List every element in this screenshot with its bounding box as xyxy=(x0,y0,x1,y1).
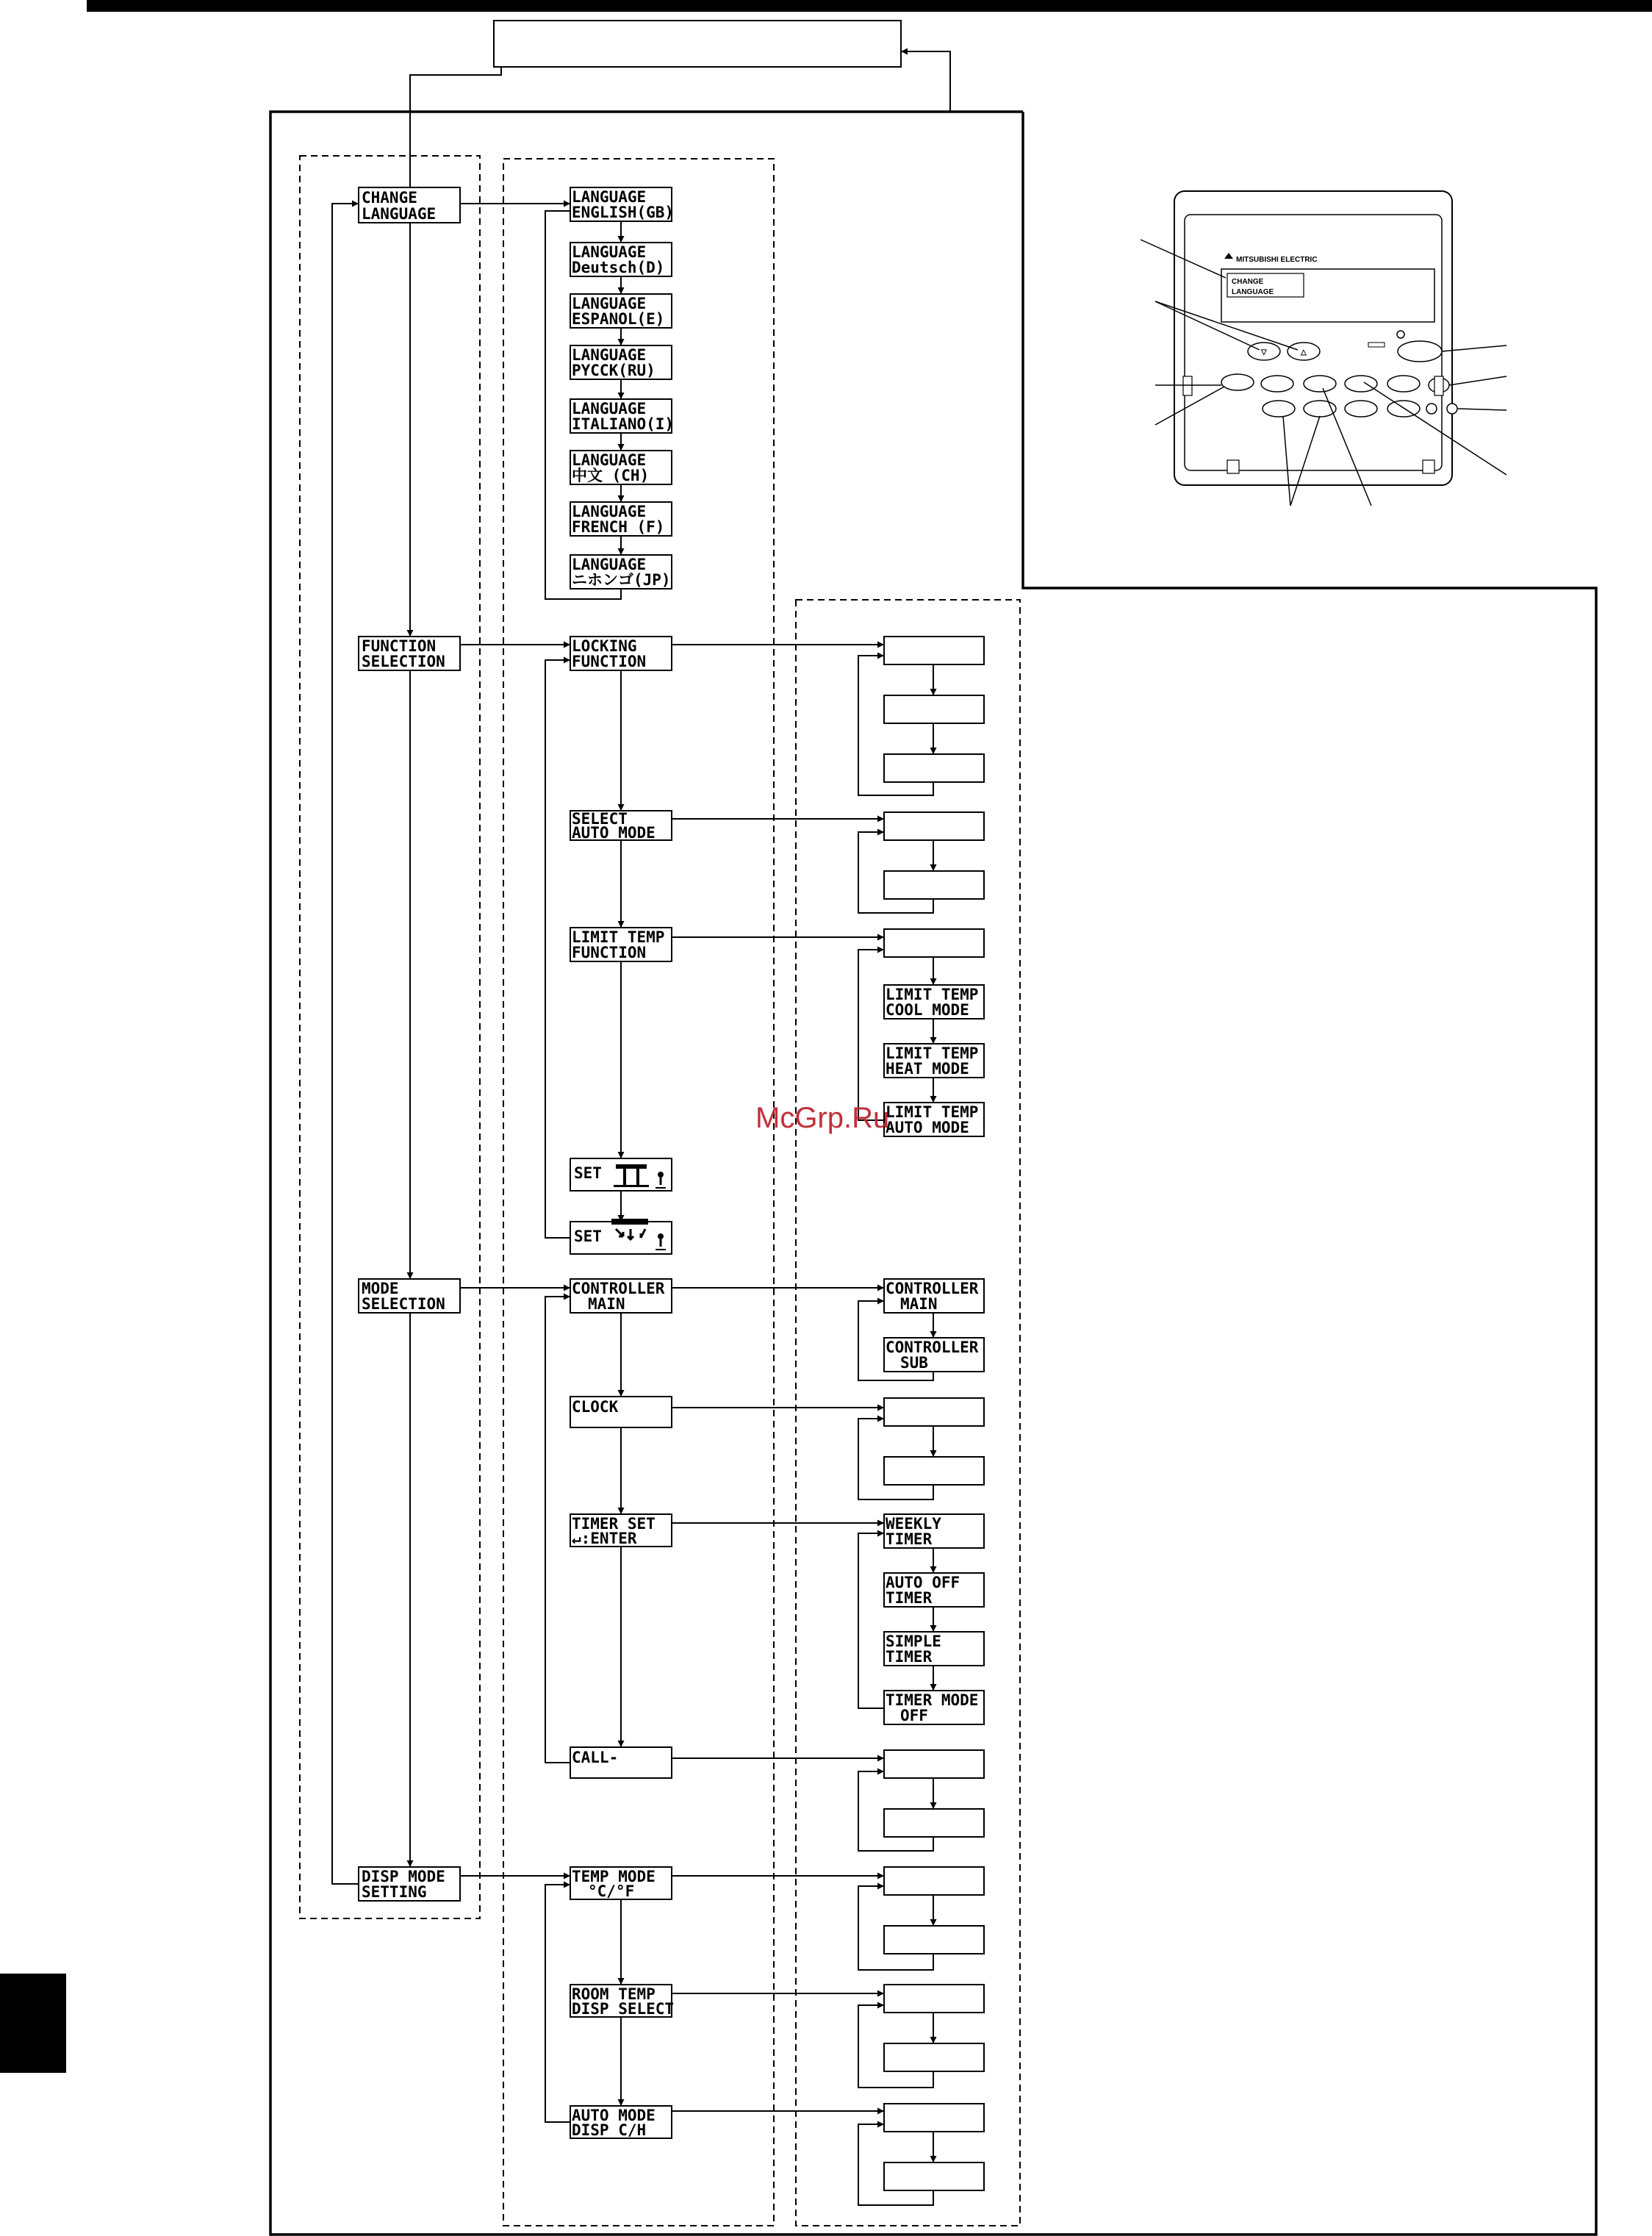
svg-text:↵:ENTER: ↵:ENTER xyxy=(572,1530,637,1547)
simple-timer-opt xyxy=(884,1632,984,1666)
svg-text:LANGUAGE: LANGUAGE xyxy=(1232,288,1274,296)
svg-text:LANGUAGE: LANGUAGE xyxy=(572,400,647,418)
svg-text:FRENCH (F): FRENCH (F) xyxy=(572,518,665,536)
check-button[interactable] xyxy=(1426,404,1437,414)
svg-text:MODE: MODE xyxy=(362,1280,399,1297)
clock-box xyxy=(570,1397,672,1427)
auto-off-timer-opt xyxy=(884,1573,984,1607)
svg-text:TIMER SET: TIMER SET xyxy=(572,1515,656,1533)
svg-text:ITALIANO(I): ITALIANO(I) xyxy=(572,415,675,433)
language-box-ru xyxy=(570,345,672,379)
svg-text:CHANGE: CHANGE xyxy=(1232,278,1264,286)
svg-text:Deutsch(D): Deutsch(D) xyxy=(572,259,665,276)
svg-text:LANGUAGE: LANGUAGE xyxy=(362,205,437,223)
svg-text:LANGUAGE: LANGUAGE xyxy=(572,346,647,364)
language-box-jp xyxy=(570,555,672,589)
svg-text:SELECT: SELECT xyxy=(572,810,628,828)
time-up-button[interactable] xyxy=(1387,401,1420,417)
svg-text:FUNCTION: FUNCTION xyxy=(362,637,437,655)
top-bar xyxy=(87,0,1652,12)
clock-options xyxy=(858,1398,984,1499)
limit-temp-empty-box xyxy=(884,929,984,957)
vane-button[interactable] xyxy=(1387,376,1420,392)
svg-text:AUTO MODE: AUTO MODE xyxy=(572,2107,656,2124)
svg-text:CALL-: CALL- xyxy=(572,1749,619,1766)
svg-text:FUNCTION: FUNCTION xyxy=(572,653,647,670)
svg-text:MITSUBISHI ELECTRIC: MITSUBISHI ELECTRIC xyxy=(1236,256,1318,264)
svg-text:ESPANOL(E): ESPANOL(E) xyxy=(572,310,665,328)
mode-selection-box xyxy=(359,1279,460,1313)
limit-temp-function-box xyxy=(570,928,672,961)
temp-mode-options xyxy=(858,1867,984,1970)
svg-text:▽: ▽ xyxy=(1261,348,1267,356)
svg-text:AUTO MODE: AUTO MODE xyxy=(572,824,656,842)
side-tab xyxy=(0,1974,66,2073)
language-box-gb xyxy=(570,187,674,221)
svg-text:SETTING: SETTING xyxy=(362,1883,427,1901)
svg-text:AUTO OFF: AUTO OFF xyxy=(886,1574,960,1591)
controller-sub-opt xyxy=(884,1338,984,1372)
weekly-timer-opt xyxy=(884,1514,984,1548)
locking-function-box xyxy=(570,637,672,670)
svg-text:SET: SET xyxy=(574,1164,602,1182)
svg-text:LIMIT TEMP: LIMIT TEMP xyxy=(886,1044,979,1062)
function-selection-box xyxy=(359,637,460,670)
menu-button[interactable] xyxy=(1304,376,1336,392)
menu-group xyxy=(300,156,480,1918)
svg-text:SIMPLE: SIMPLE xyxy=(886,1633,941,1650)
auto-mode-disp-options xyxy=(858,2104,984,2205)
svg-text:LANGUAGE: LANGUAGE xyxy=(572,188,647,206)
svg-text:SET: SET xyxy=(574,1228,602,1245)
room-temp-box xyxy=(570,1985,674,2018)
svg-text:WEEKLY: WEEKLY xyxy=(886,1515,941,1533)
controller-main-box xyxy=(570,1279,672,1313)
svg-text:MAIN: MAIN xyxy=(588,1295,625,1313)
svg-text:PYCCK(RU): PYCCK(RU) xyxy=(572,362,656,379)
timer-button[interactable] xyxy=(1261,376,1293,392)
set-down-button[interactable] xyxy=(1263,401,1295,417)
svg-text:LANGUAGE: LANGUAGE xyxy=(572,451,647,469)
svg-text:MAIN: MAIN xyxy=(900,1295,938,1313)
svg-text:LANGUAGE: LANGUAGE xyxy=(572,556,647,573)
svg-text:DISP SELECT: DISP SELECT xyxy=(572,2000,675,2018)
svg-text:TEMP MODE: TEMP MODE xyxy=(572,1868,656,1885)
set-airflow-box xyxy=(570,1219,672,1254)
on-off-button[interactable] xyxy=(1398,341,1442,362)
svg-text:SELECTION: SELECTION xyxy=(362,653,445,670)
fan-button[interactable] xyxy=(1345,376,1377,392)
select-auto-options xyxy=(858,812,984,913)
svg-text:CLOCK: CLOCK xyxy=(572,1398,619,1416)
svg-text:HEAT MODE: HEAT MODE xyxy=(886,1060,969,1078)
svg-text:LANGUAGE: LANGUAGE xyxy=(572,243,647,261)
svg-text:CHANGE: CHANGE xyxy=(362,189,417,207)
disp-mode-setting-box xyxy=(359,1867,460,1901)
svg-text:TIMER: TIMER xyxy=(886,1530,933,1548)
controller-main-opt xyxy=(884,1279,984,1313)
mode-button[interactable] xyxy=(1221,374,1254,390)
svg-text:SELECTION: SELECTION xyxy=(362,1295,445,1313)
svg-text:DISP C/H: DISP C/H xyxy=(572,2121,647,2139)
svg-text:COOL MODE: COOL MODE xyxy=(886,1001,969,1019)
svg-text:LANGUAGE: LANGUAGE xyxy=(572,503,647,520)
language-box-d xyxy=(570,243,672,276)
svg-text:DISP MODE: DISP MODE xyxy=(362,1868,445,1885)
svg-text:ニホンゴ(JP): ニホンゴ(JP) xyxy=(572,571,671,589)
svg-text:TIMER: TIMER xyxy=(886,1589,933,1607)
svg-text:LANGUAGE: LANGUAGE xyxy=(572,295,647,312)
timer-set-box xyxy=(570,1514,672,1547)
room-temp-options xyxy=(858,1985,984,2088)
svg-text:CONTROLLER: CONTROLLER xyxy=(572,1280,665,1297)
svg-text:SUB: SUB xyxy=(900,1354,928,1372)
limit-auto-box xyxy=(884,1103,984,1136)
svg-text:TIMER MODE: TIMER MODE xyxy=(886,1691,979,1709)
change-language-box xyxy=(359,187,460,223)
svg-text:FUNCTION: FUNCTION xyxy=(572,944,647,961)
svg-text:中文 (CH): 中文 (CH) xyxy=(572,467,650,484)
remote-controller xyxy=(1141,191,1506,506)
call-options xyxy=(858,1750,984,1851)
svg-text:△: △ xyxy=(1301,348,1307,356)
timer-mode-off-opt xyxy=(884,1691,984,1724)
svg-text:ROOM TEMP: ROOM TEMP xyxy=(572,1985,656,2003)
limit-heat-box xyxy=(884,1044,984,1078)
svg-text:OFF: OFF xyxy=(900,1707,928,1724)
call-box xyxy=(570,1747,672,1778)
set-sensor-box xyxy=(570,1158,672,1191)
test-button[interactable] xyxy=(1447,404,1457,414)
svg-text:LIMIT TEMP: LIMIT TEMP xyxy=(886,1103,979,1121)
svg-text:AUTO MODE: AUTO MODE xyxy=(886,1119,969,1136)
limit-cool-box xyxy=(884,985,984,1019)
svg-text:LIMIT TEMP: LIMIT TEMP xyxy=(886,986,979,1003)
svg-text:LIMIT TEMP: LIMIT TEMP xyxy=(572,928,665,946)
language-box-i xyxy=(570,399,674,433)
temp-mode-box xyxy=(570,1867,672,1900)
svg-text:ENGLISH(GB): ENGLISH(GB) xyxy=(572,204,675,221)
svg-text:TIMER: TIMER xyxy=(886,1648,933,1666)
select-auto-mode-box xyxy=(570,810,672,842)
language-box-f xyxy=(570,502,672,536)
top-empty-box xyxy=(494,21,901,67)
time-down-button[interactable] xyxy=(1345,401,1377,417)
svg-text:CONTROLLER: CONTROLLER xyxy=(886,1339,979,1356)
svg-text:CONTROLLER: CONTROLLER xyxy=(886,1280,979,1297)
language-box-ch xyxy=(570,451,672,484)
locking-options xyxy=(858,637,984,795)
svg-text:LOCKING: LOCKING xyxy=(572,637,637,655)
svg-text:°C/°F: °C/°F xyxy=(588,1882,635,1900)
auto-mode-disp-box xyxy=(570,2106,672,2139)
watermark: McGrp.Ru xyxy=(755,1102,890,1134)
language-box-e xyxy=(570,294,672,328)
